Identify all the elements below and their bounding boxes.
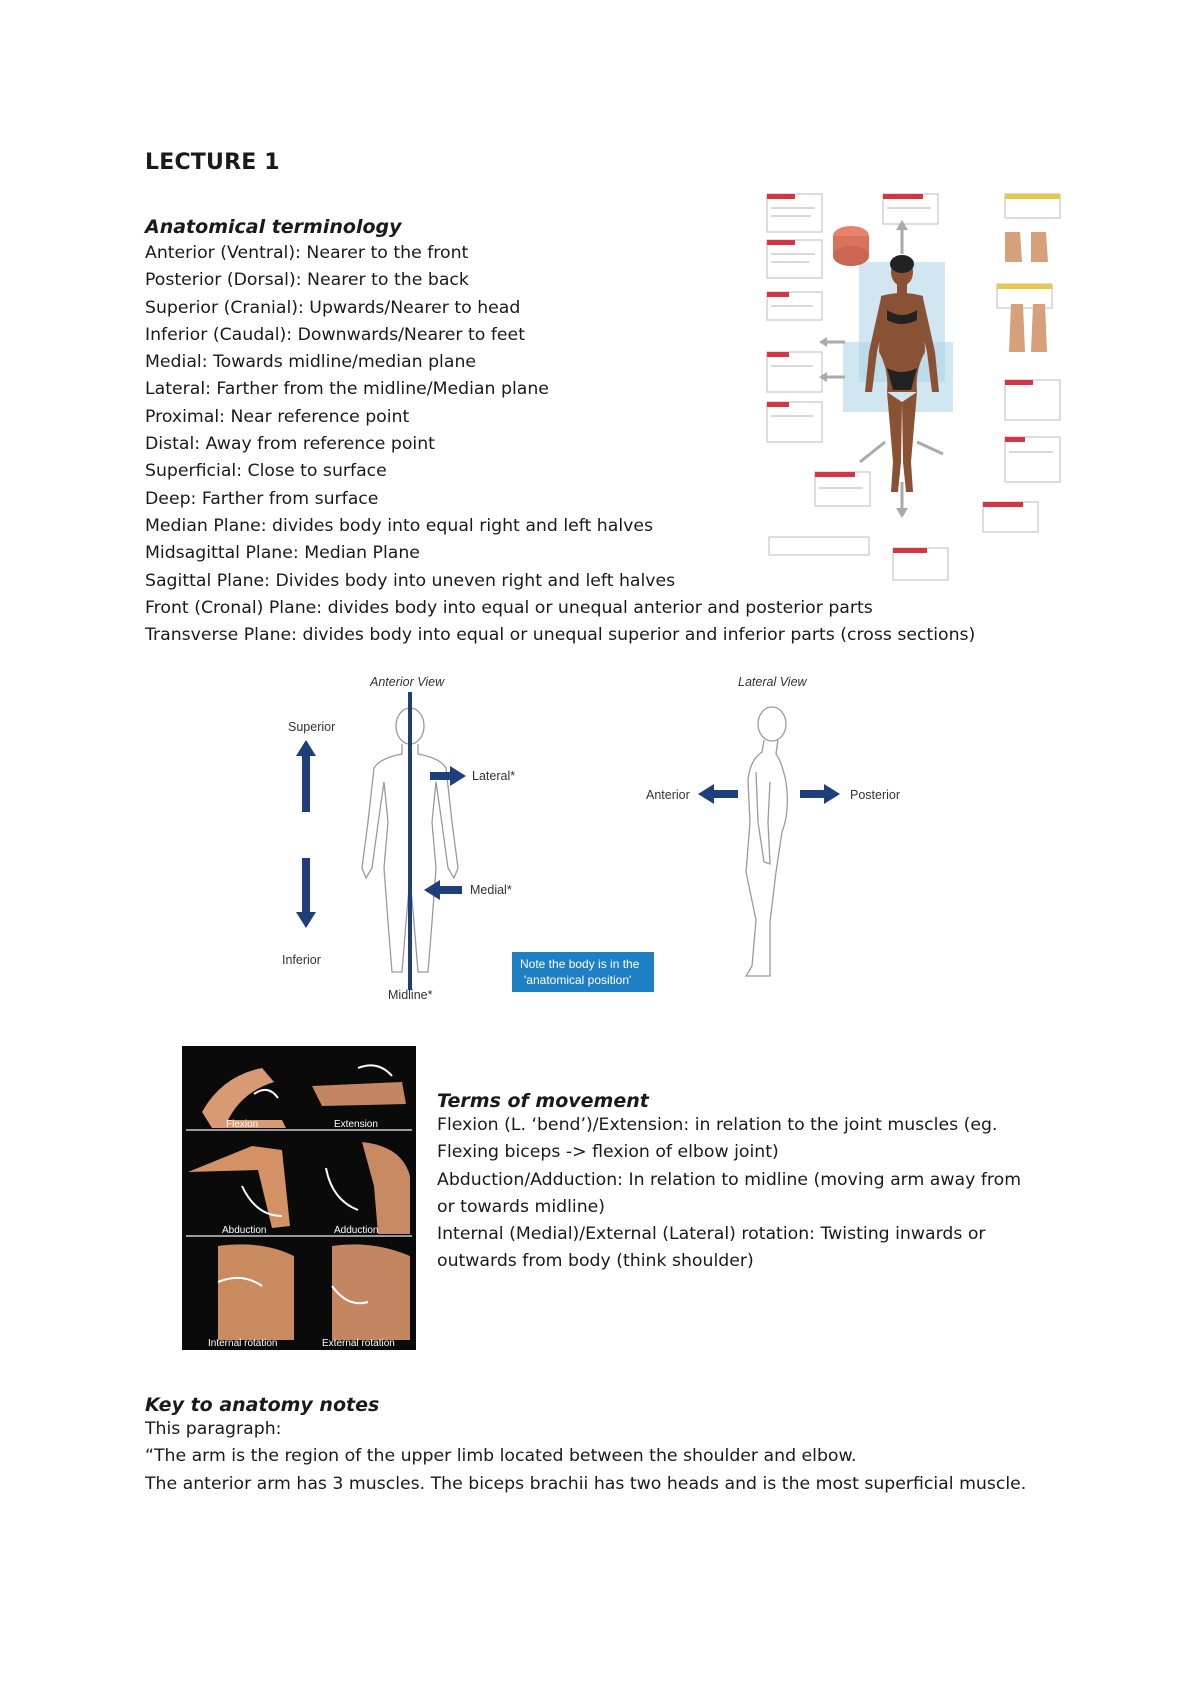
lateral-label: Lateral* (472, 769, 516, 783)
movement-section (437, 1090, 1077, 1276)
anatomical-planes-figure (765, 192, 1065, 592)
lateral-view-title: Lateral View (738, 675, 807, 689)
term-item: Lateral: Farther from the midline/Median plane (145, 379, 549, 400)
movement-item: Abduction/Adduction: In relation to midline (moving arm away from (437, 1169, 1022, 1190)
key-item: The anterior arm has 3 muscles. The biceps brachii has two heads and is the most superficial muscle. (145, 1473, 1027, 1494)
term-item: Anterior (Ventral): Nearer to the front (145, 243, 469, 263)
term-item: Posterior (Dorsal): Nearer to the back (145, 270, 469, 291)
key-section (145, 1394, 1105, 1498)
note-line-1: Note the body is in the (520, 957, 640, 971)
directional-terms-figure (270, 672, 930, 1002)
movement-item: Flexion (L. ‘bend’)/Extension: in relation to the joint muscles (eg. (437, 1115, 998, 1135)
movement-item: or towards midline) (437, 1196, 606, 1217)
photo-label-external-rotation: External rotation (322, 1338, 395, 1349)
photo-label-extension: Extension (334, 1119, 378, 1130)
term-item: Median Plane: divides body into equal right and left halves (145, 515, 654, 536)
key-title: Key to anatomy notes (145, 1394, 380, 1416)
superior-arrow-icon (296, 740, 316, 812)
note-line-2: 'anatomical position' (524, 973, 632, 987)
term-item: Proximal: Near reference point (145, 406, 410, 427)
photo-label-internal-rotation: Internal rotation (208, 1338, 278, 1349)
photo-label-adduction: Adduction (334, 1225, 379, 1236)
external-rotation-torso (332, 1244, 410, 1340)
term-item: Transverse Plane: divides body into equal or unequal superior and inferior parts (cross sections) (145, 625, 976, 646)
term-item: Midsagittal Plane: Median Plane (145, 543, 420, 564)
term-item: Deep: Farther from surface (145, 488, 379, 509)
anterior-arrow-icon (698, 784, 738, 804)
superior-label: Superior (288, 720, 336, 734)
key-item: “The arm is the region of the upper limb located between the shoulder and elbow. (145, 1446, 857, 1467)
medial-label: Medial* (470, 883, 512, 897)
movement-title: Terms of movement (437, 1090, 649, 1112)
term-item: Distal: Away from reference point (145, 434, 435, 455)
extension-arm (312, 1082, 406, 1106)
internal-rotation-torso (218, 1244, 294, 1340)
term-item: Front (Cronal) Plane: divides body into equal or unequal anterior and posterior parts (145, 597, 873, 618)
lateral-body-outline (746, 707, 787, 976)
term-item: Superficial: Close to surface (145, 461, 387, 482)
anterior-view-title: Anterior View (370, 675, 445, 689)
inferior-arrow-icon (296, 858, 316, 928)
midline-label: Midline* (388, 988, 433, 1002)
inferior-label: Inferior (282, 953, 321, 967)
term-item: Inferior (Caudal): Downwards/Nearer to feet (145, 324, 525, 345)
key-item: This paragraph: (145, 1419, 282, 1439)
movement-item: Flexing biceps -> flexion of elbow joint) (437, 1142, 779, 1163)
movement-item: outwards from body (think shoulder) (437, 1251, 754, 1272)
lecture-title: LECTURE 1 (145, 150, 280, 175)
posterior-arrow-icon (800, 784, 840, 804)
term-item: Sagittal Plane: Divides body into uneven right and left halves (145, 570, 676, 591)
photo-label-flexion: Flexion (226, 1119, 259, 1130)
movement-photo-collage (182, 1046, 416, 1350)
medial-arrow-icon (424, 880, 462, 900)
term-item: Medial: Towards midline/median plane (145, 352, 477, 373)
movement-item: Internal (Medial)/External (Lateral) rotation: Twisting inwards or (437, 1224, 986, 1245)
terminology-title: Anatomical terminology (145, 216, 402, 238)
posterior-label: Posterior (850, 788, 901, 802)
anterior-label: Anterior (646, 788, 690, 802)
term-item: Superior (Cranial): Upwards/Nearer to head (145, 297, 521, 318)
photo-label-abduction: Abduction (222, 1225, 267, 1236)
